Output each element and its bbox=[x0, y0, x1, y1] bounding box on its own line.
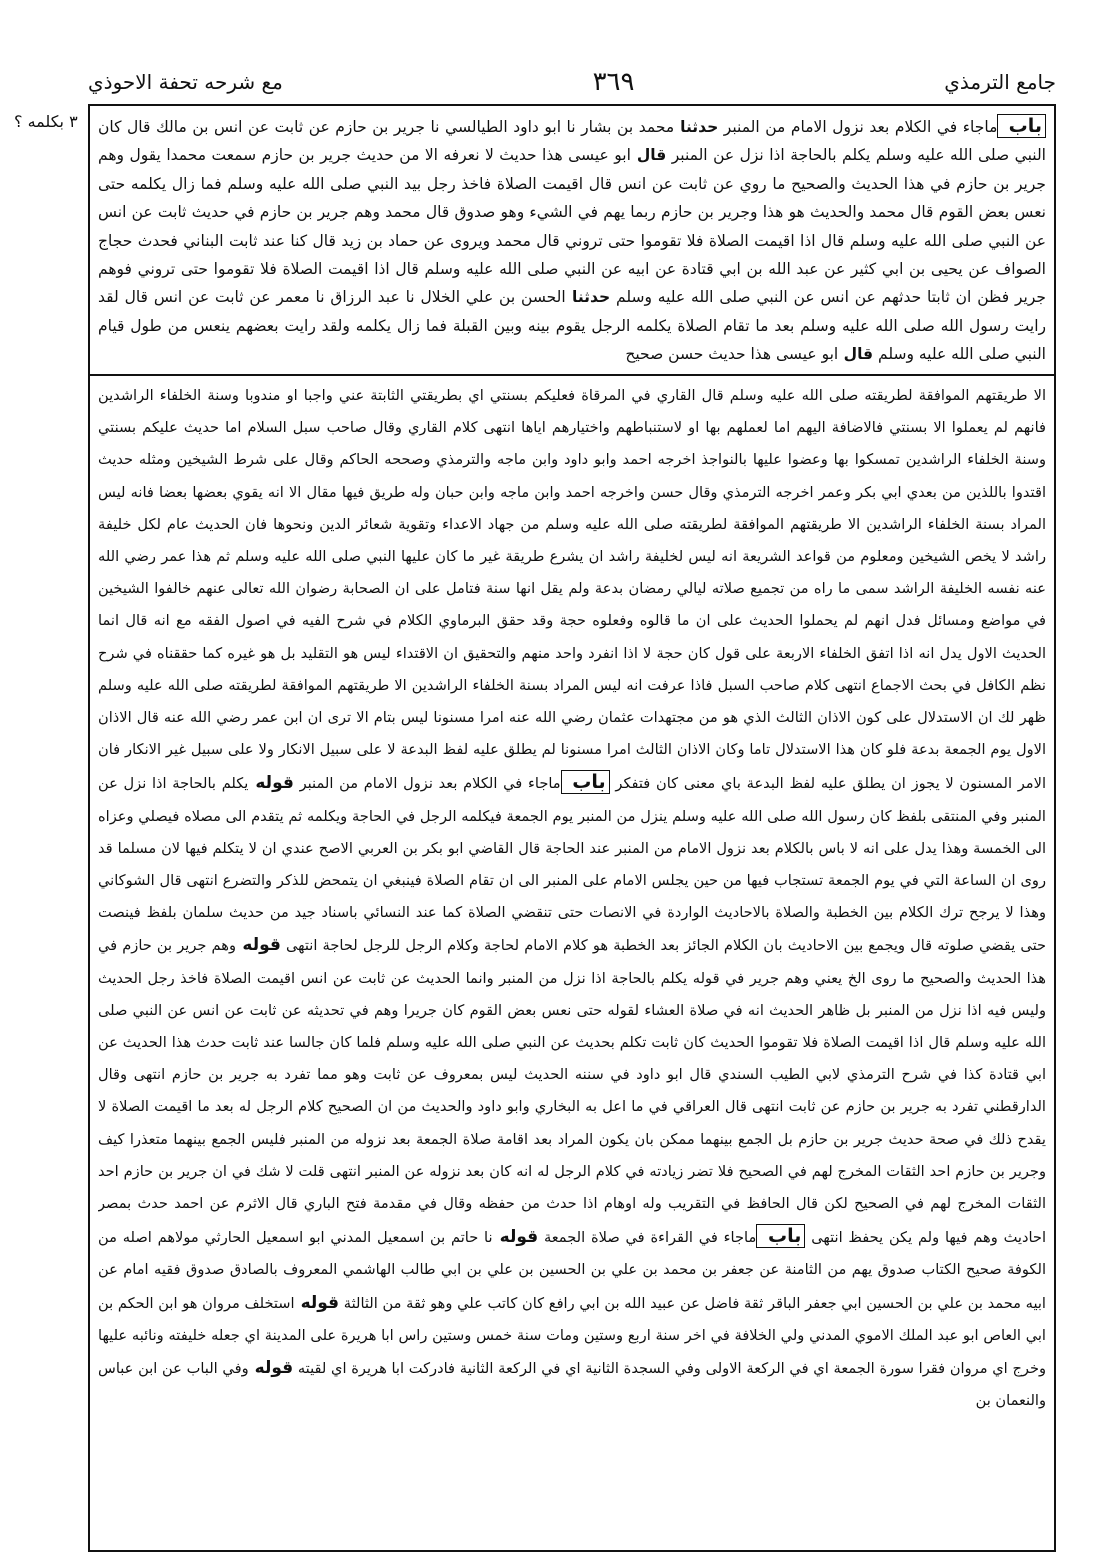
margin-note: ٣ بكلمه ؟ bbox=[14, 112, 78, 131]
commentary-title: مع شرحه تحفة الاحوذي bbox=[88, 70, 283, 94]
qawluhu-marker: قوله bbox=[294, 1292, 340, 1313]
haddathana-marker: حدثنا bbox=[674, 118, 719, 136]
bab-title: ماجاء في الكلام بعد نزول الامام من المنبر bbox=[293, 775, 561, 793]
qawluhu-marker: قوله bbox=[492, 1227, 539, 1248]
commentary-paragraph: وفي الباب عن ابن عباس والنعمان بن bbox=[98, 1360, 1046, 1410]
page-header bbox=[88, 62, 1056, 102]
qawluhu-marker: قوله bbox=[236, 935, 281, 956]
hadith-chain: الحسن بن علي الخلال نا عبد الرزاق نا معمر عن ثابت عن انس قال لقد رايت رسول الله صلى الله عليه وسلم بعد ما تقام الصلاة يكلمه الرجل يقوم بينه وبين القبلة فما زال يكلمه ولقد رايت بعضهم ينعس من طول قيام النبي صلى الله عليه وسلم bbox=[98, 288, 1046, 364]
commentary-paragraph: نا حاتم بن اسمعيل المدني ابو اسمعيل الحارثي مولاهم اصله من الكوفة صحيح الكتاب صدوق يهم من الثامنة عن جعفر بن محمد بن علي بن الحسين بن علي بن ابي طالب الهاشمي المعروف بالصادق صدوق فقيه امام عن ابيه محمد بن علي بن الحسين ابي جعفر الباقر ثقة فاضل عن عبيد الله بن ابي رافع كان كاتب علي وهو ثقة من الثالثة bbox=[98, 1229, 1046, 1312]
commentary-paragraph: وهم جرير بن حازم في هذا الحديث والصحيح ما روى الخ يعني وهم جرير في قوله يكلم بالحاجة اذا نزل من المنبر وانما الحديث عن ثابت عن انس اقيمت الصلاة فاخذ رجل الحديث وليس فيه اذا نزل من المنبر بل ظاهر الحديث انه في صلاة العشاء لقوله حتى نعس بعض القوم كان جريرا وهم في تحديثه عن ثابت عن انس عن النبي صلى الله عليه وسلم قال اذا اقيمت الصلاة فلا تقوموا الحديث كان ثابت تكلم بحديث عن النبي صلى الله عليه وسلم فلما كان جالسا عند ثابت حدث هذا الحديث عن ابي قتادة كذا في شرح الترمذي لابي الطيب السندي قال ابو داود في سننه الحديث ليس بمعروف عن ثابت وهو مما تفرد به جرير بن حازم انتهى وقال الدارقطني تفرد به جرير بن حازم عن ثابت انتهى قال العراقي في ما اعل به البخاري وابو داود والحديث من ان الصحيح كلام الرجل له بعد ما اقيمت الصلاة لا يقدح ذلك في صحة حديث جرير بن حازم بل الجمع بينهما ممكن بان يكون المراد بعد اقامة صلاة الجمعة بعد نزوله من المنبر فليس الجمع بينهما متعذرا كيف وجرير بن حازم احد الثقات المخرج لهم في الصحيح فلا تضر زيادته في كلام الرجل له انه كان بعد نزوله عن المنبر انتهى قلت لا شك في ان جرير بن حازم احد الثقات المخرج لهم في الصحيح لكن قال الحافظ في التقريب وله اوهام اذا حدث من حفظه وقال في مقدمة فتح الباري قال الاثرم عن احمد حدث بمصر احاديث وهم فيها ولم يكن يحفظ انتهى bbox=[98, 937, 1046, 1247]
section-divider bbox=[90, 374, 1054, 376]
hadith-grading: ابو عيسى هذا حديث حسن صحيح bbox=[625, 345, 839, 364]
commentary-text-block bbox=[98, 380, 1046, 1542]
page-number: ٣٦٩ bbox=[592, 67, 635, 97]
bab-label: باب bbox=[561, 770, 610, 794]
hadith-text-block bbox=[98, 112, 1046, 368]
commentary-paragraph: يكلم بالحاجة اذا نزل عن المنبر وفي المنتقى بلفظ كان رسول الله صلى الله عليه وسلم ينزل من المنبر يوم الجمعة فيكلمه الرجل في الحاجة ويكلمه ثم يتقدم الى مصلاه فيصلي وعزاه الى الخمسة وهذا يدل على انه لا باس بالكلام بعد نزول الامام من المنبر عند الحاجة قال القاضي ابو بكر بن العربي الاصح عندي ان لا يتكلم فيها لان مسلما قد روى ان الساعة التي في يوم الجمعة تستجاب فيها من حين يجلس الامام على المنبر الى ان تقام الصلاة فينبغي ان يتمحض للذكر والتضرع انتهى قال الشوكاني وهذا لا يرجح ترك الكلام بين الخطبة والصلاة بالاحاديث الواردة في الانصات حتى تنقضي الصلاة كما عند النسائي باسناد جيد من حديث سلمان بلفظ فينصت حتى يقضي صلوته قال ويجمع بين الاحاديث بان الكلام الجائز بعد الخطبة هو كلام الامام لحاجة وكلام الرجل للرجل لحاجة انتهى bbox=[98, 775, 1046, 955]
haddathana-marker: حدثنا bbox=[565, 288, 611, 307]
bab-label: باب bbox=[756, 1224, 805, 1248]
qala-marker: قال bbox=[630, 146, 667, 165]
qawluhu-marker: قوله bbox=[248, 773, 294, 794]
commentary-paragraph: استخلف مروان هو ابن الحكم بن ابي العاص ابو عبد الملك الاموي المدني ولي الخلافة في اخر سنة اربع وستين ومات سنة خمس وستين راس ابا هريرة على المدينة اي جعله خليفته ونائبه عليها وخرج اي مروان فقرا سورة الجمعة اي في الركعة الاولى وفي السجدة الثانية اي في الركعة الثانية فادركت ابا هريرة اي لقيته bbox=[98, 1294, 1046, 1378]
bab-label: باب bbox=[997, 114, 1046, 138]
qala-marker: قال bbox=[838, 345, 874, 364]
bab-title: ماجاء في القراءة في صلاة الجمعة bbox=[538, 1229, 757, 1247]
hadith-chain: محمد بن بشار نا ابو داود الطيالسي نا جرير بن حازم عن ثابت عن انس بن مالك قال كان النبي صلى الله عليه وسلم يكلم بالحاجة اذا نزل عن المنبر bbox=[98, 118, 1046, 165]
commentary-paragraph: الا طريقتهم الموافقة لطريقته صلى الله عليه وسلم قال القاري في المرقاة فعليكم بسنتي اي بطريقتي الثابتة عني واجبا او مندوبا وسنة الخلفاء الراشدين فانهم لم يعملوا الا بسنتي فالاضافة اليهم اما لعملهم بها او لاستنباطهم واختيارهم اياها انتهى كلام القاري وقال صاحب سبل السلام اما حديث عليكم بسنتي وسنة الخلفاء الراشدين تمسكوا بها وعضوا عليها بالنواجذ اخرجه احمد وابو داود وابن ماجه والترمذي وصححه الحاكم وقال على شرط الشيخين ومثله حديث اقتدوا باللذين من بعدي ابي بكر وعمر اخرجه الترمذي وقال حسن واخرجه احمد وابن ماجه وابن حبان وله طريق فيها مقال الا انه يقوي بعضها بعضا فانه ليس المراد بسنة الخلفاء الراشدين الا طريقتهم الموافقة لطريقته صلى الله عليه وسلم من جهاد الاعداء وتقوية شعائر الدين ونحوها فان الحديث عام لكل خليفة راشد لا يخص الشيخين ومعلوم من قواعد الشريعة انه ليس لخليفة راشد ان يشرع طريقة غير ما كان عليها النبي صلى الله عليه وسلم ثم هذا عمر رضي الله عنه نفسه الخليفة الراشد سمى ما راه من تجميع صلاته ليالي رمضان بدعة ولم يقل انها سنة فتامل على ان الصحابة رضوان الله تعالى عنهم خالفوا الشيخين في مواضع ومسائل فدل انهم لم يحملوا الحديث على ان ما قالوه وفعلوه حجة وقد حقق البرماوي الكلام في شرح الفيه في اصول الفقه مع انه قال انما الحديث الاول يدل انه اذا اتفق الخلفاء الاربعة على قول كان حجة لا اذا انفرد واحد منهم والتحقيق ان الاقتداء ليس هو التقليد بل هو غيره كما حققناه في شرح نظم الكافل في بحث الاجماع انتهى كلام صاحب السبل فاذا عرفت انه ليس المراد بسنة الخلفاء الراشدين الا طريقتهم الموافقة لطريقته صلى الله عليه وسلم ظهر لك ان الاستدلال على كون الاذان الثالث الذي هو من مجتهدات عثمان رضي الله عنه امرا مسنونا ليس بتام الا ترى ان ابن عمر رضي الله عنه قال الاذان الاول يوم الجمعة بدعة فلو كان هذا الاستدلال تاما وكان الاذان الثالث امرا مسنونا لم يطلق عليه لفظ البدعة لا على سبيل الانكار ولا على سبيل غير الانكار فان الامر المسنون لا يجوز ان يطلق عليه لفظ البدعة باي معنى كان فتفكر bbox=[98, 387, 1046, 793]
qawluhu-marker: قوله bbox=[248, 1358, 294, 1379]
book-title: جامع الترمذي bbox=[944, 70, 1056, 94]
page-frame bbox=[88, 104, 1056, 1552]
bab-title: ماجاء في الكلام بعد نزول الامام من المنبر bbox=[718, 118, 998, 136]
hadith-grading: ابو عيسى هذا حديث لا نعرفه الا من حديث جرير بن حازم سمعت محمدا يقول وهم جرير بن حازم في هذا الحديث والصحيح ما روي عن ثابت عن انس قال اقيمت الصلاة فاخذ رجل بيد النبي صلى الله عليه وسلم فما زال يكلمه حتى نعس بعض القوم قال محمد والحديث هو هذا وجرير بن حازم ربما يهم في الشيء وهو صدوق قال محمد وهم جرير بن حازم في حديث ثابت عن انس عن النبي صلى الله عليه وسلم قال اذا اقيمت الصلاة فلا تقوموا حتى تروني قال محمد ويروى عن حماد بن زيد قال كنا عند ثابت البناني فحدث حجاج الصواف عن يحيى بن ابي كثير عن عبد الله بن ابي قتادة عن ابيه عن النبي صلى الله عليه وسلم قال اذا اقيمت الصلاة فلا تقوموا حتى تروني فوهم جرير فظن ان ثابتا حدثهم عن انس عن النبي صلى الله عليه وسلم bbox=[98, 146, 1046, 307]
